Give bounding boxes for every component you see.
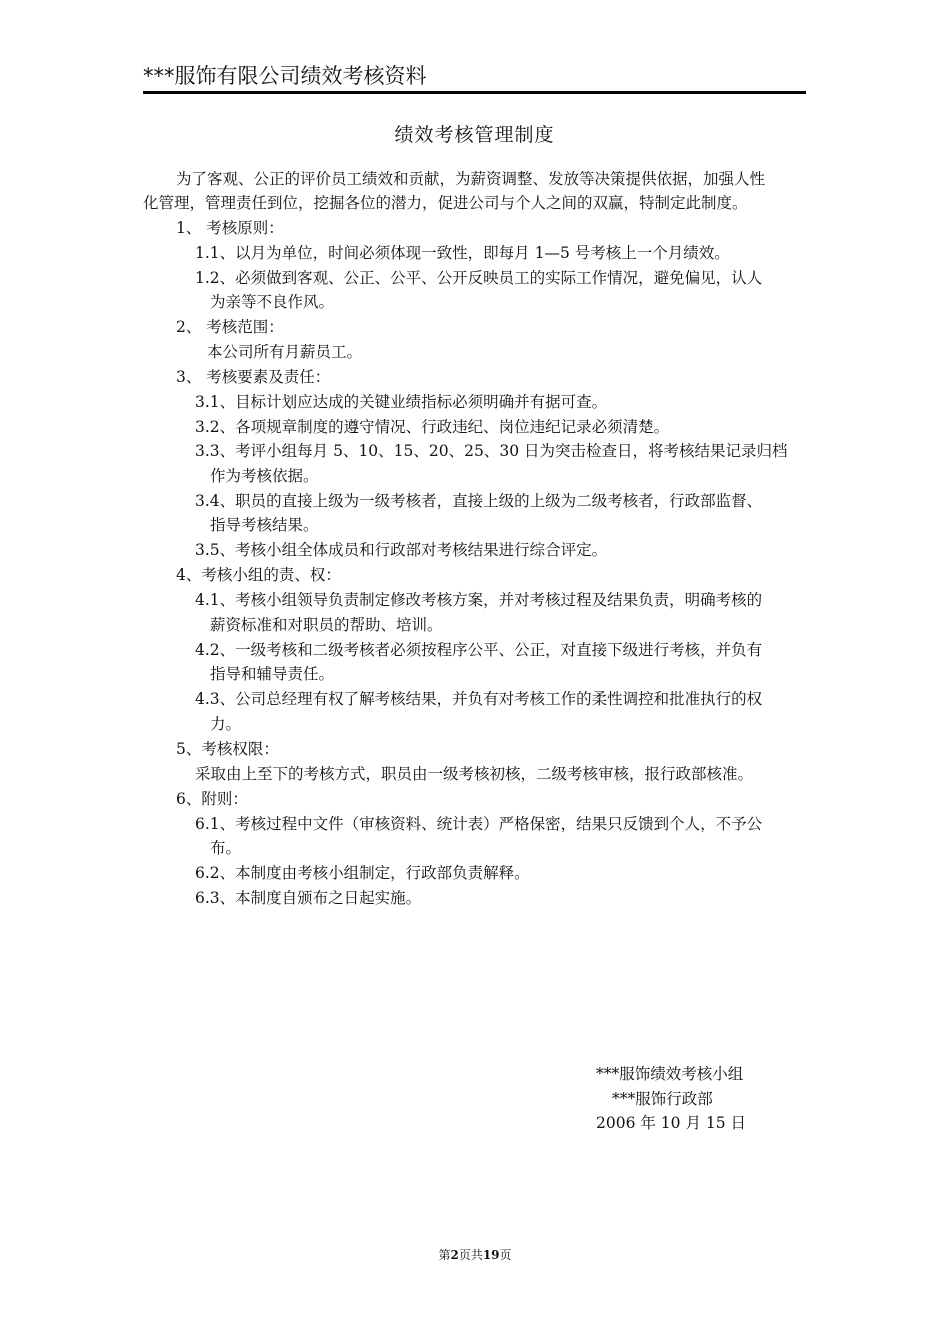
- body-line: 4.1、考核小组领导负责制定修改考核方案，并对考核过程及结果负责，明确考核的: [195, 591, 763, 609]
- body-line: 化管理，管理责任到位，挖掘各位的潜力，促进公司与个人之间的双赢，特制定此制度。: [143, 194, 748, 212]
- footer-suffix: 页: [499, 1248, 512, 1262]
- body-line: 3.2、各项规章制度的遵守情况、行政违纪、岗位违纪记录必须清楚。: [195, 418, 670, 436]
- body-line: 作为考核依据。: [210, 467, 319, 485]
- footer-total-pages: 19: [482, 1248, 500, 1262]
- footer-current-page: 2: [450, 1248, 459, 1262]
- body-line: 指导和辅导责任。: [210, 665, 335, 683]
- signoff-date: 2006 年 10 月 15 日: [596, 1114, 747, 1132]
- section-heading: 3、 考核要素及责任：: [176, 368, 331, 386]
- body-line: 6.2、本制度由考核小组制定，行政部负责解释。: [195, 864, 530, 882]
- body-line: 3.3、考评小组每月 5、10、15、20、25、30 日为突击检查日，将考核结果记录归档: [195, 442, 788, 460]
- body-line: 指导考核结果。: [210, 516, 319, 534]
- body-line: 1.1、以月为单位，时间必须体现一致性，即每月 1—5 号考核上一个月绩效。: [195, 244, 730, 262]
- page-footer: [0, 1247, 950, 1263]
- signoff-group: ***服饰绩效考核小组: [596, 1065, 744, 1083]
- section-heading: 1、 考核原则：: [176, 219, 284, 237]
- body-line: 6.3、本制度自颁布之日起实施。: [195, 889, 422, 907]
- signoff-department: ***服饰行政部: [612, 1090, 713, 1108]
- body-line: 3.4、职员的直接上级为一级考核者，直接上级的上级为二级考核者，行政部监督、: [195, 492, 763, 510]
- body-line: 1.2、必须做到客观、公正、公平、公开反映员工的实际工作情况，避免偏见，认人: [195, 269, 763, 287]
- body-line: 为亲等不良作风。: [210, 293, 335, 311]
- section-heading: 6、附则：: [176, 790, 248, 808]
- body-line: 4.2、一级考核和二级考核者必须按程序公平、公正，对直接下级进行考核，并负有: [195, 641, 763, 659]
- header-rule: [143, 91, 806, 94]
- body-line: 采取由上至下的考核方式，职员由一级考核初核，二级考核审核，报行政部核准。: [195, 765, 754, 783]
- body-line: 本公司所有月薪员工。: [207, 343, 363, 361]
- section-heading: 4、考核小组的责、权：: [176, 566, 341, 584]
- body-line: 4.3、公司总经理有权了解考核结果，并负有对考核工作的柔性调控和批准执行的权: [195, 690, 763, 708]
- footer-prefix: 第: [438, 1248, 451, 1262]
- document-title: 绩效考核管理制度: [394, 124, 555, 146]
- body-line: 为了客观、公正的评价员工绩效和贡献，为薪资调整、发放等决策提供依据，加强人性: [176, 170, 766, 188]
- body-line: 布。: [210, 839, 242, 857]
- body-line: 3.5、考核小组全体成员和行政部对考核结果进行综合评定。: [195, 541, 608, 559]
- body-line: 薪资标准和对职员的帮助、培训。: [210, 616, 443, 634]
- body-line: 3.1、目标计划应达成的关键业绩指标必须明确并有据可查。: [195, 393, 608, 411]
- page-header-title: ***服饰有限公司绩效考核资料: [143, 64, 427, 88]
- section-heading: 2、 考核范围：: [176, 318, 284, 336]
- section-heading: 5、考核权限：: [176, 740, 279, 758]
- footer-middle: 页共: [458, 1248, 483, 1262]
- body-line: 6.1、考核过程中文件（审核资料、统计表）严格保密，结果只反馈到个人，不予公: [195, 815, 763, 833]
- body-line: 力。: [210, 715, 242, 733]
